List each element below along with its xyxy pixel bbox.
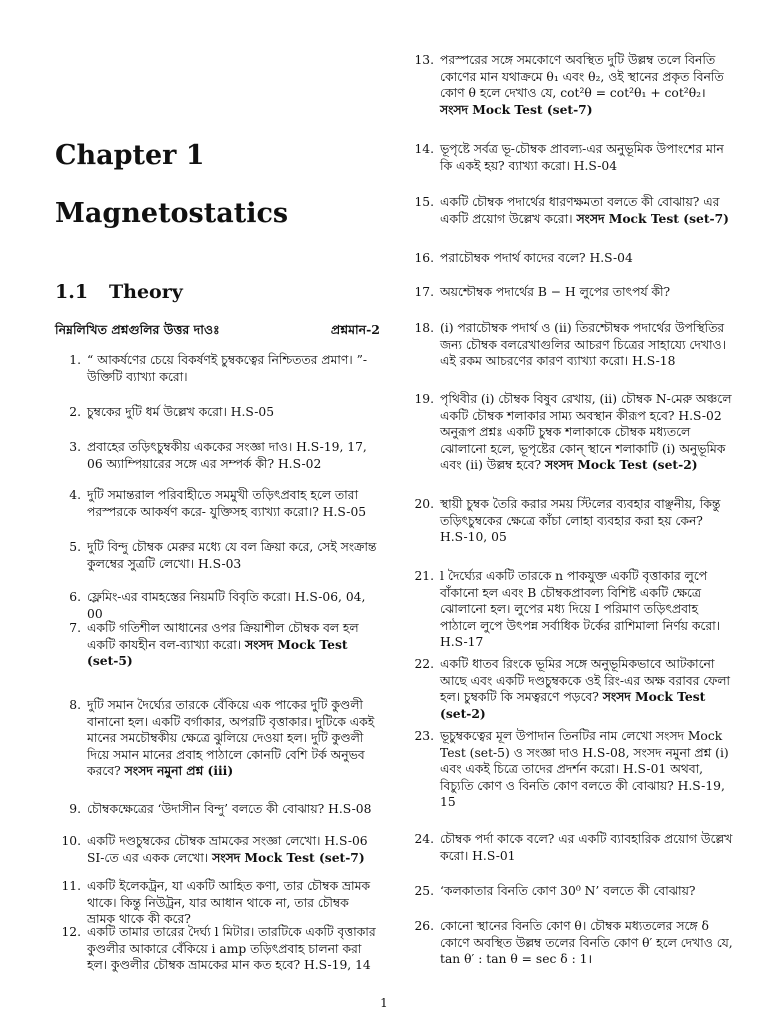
instruction-text: নিম্নলিখিত প্রশ্নগুলির উত্তর দাওঃ <box>55 322 220 337</box>
question-text: একটি চৌম্বক পদার্থের ধারণক্ষমতা বলতে কী বোঝায়? এর একটি প্রয়োগ উল্লেখ করো। <box>440 195 720 226</box>
question-marks: প্রশ্নমান-2 <box>330 322 380 337</box>
question-item <box>55 697 380 780</box>
question-text: পৃথিবীর (i) চৌম্বক বিষুব রেখায়, (ii) চৌম্বক N-মেরু অঞ্চলে একটি চৌম্বক শলাকার সাম্য অবস্থান কীরূপ হবে? H.S-02 অনুরূপ প্রশ্নঃ একটি চুম্বক শলাকাকে চৌম্বক মধ্যতলে ঝোলানো হলে, ভূপৃষ্টের কোন্ স্থানে শলাকাটি (i) অনুভূমিক এবং (ii) উল্লম্ব হবে? <box>440 392 732 472</box>
question-number: 1. <box>69 353 81 367</box>
question-number: 10. <box>61 834 81 848</box>
question-text: পরাচৌম্বক পদার্থ কাদের বলে? H.S-04 <box>440 251 633 265</box>
instruction-row <box>55 322 380 342</box>
question-item <box>55 404 380 421</box>
question-text: চৌম্বকক্ষেত্রের ‘উদাসীন বিন্দু’ বলতে কী বোঝায়? H.S-08 <box>87 802 372 816</box>
question-source-tag: সংসদ নমুনা প্রশ্ন (iii) <box>124 763 234 778</box>
question-item <box>55 801 380 818</box>
question-text: কোনো স্থানের বিনতি কোণ θ। চৌম্বক মধ্যতলের সঙ্গে δ কোণে অবস্থিত উল্লম্ব তলের বিনতি কোণ θ′ হলে দেখাও যে, tan θ′ : tan θ = sec δ : 1। <box>440 919 733 966</box>
question-number: 4. <box>69 488 81 502</box>
question-item <box>408 320 733 370</box>
question-item <box>55 487 380 520</box>
question-item <box>408 728 733 811</box>
question-source-tag: সংসদ Mock Test (set-7) <box>212 849 365 865</box>
question-item <box>55 352 380 385</box>
question-text: প্রবাহের তড়িৎচুম্বকীয় এককের সংজ্ঞা দাও। H.S-19, 17, 06 অ্যাম্পিয়ারের সঙ্গে এর সম্পর্ক কী? H.S-02 <box>87 440 367 471</box>
question-number: 23. <box>414 729 434 743</box>
question-text: “ আকর্ষণের চেয়ে বিকর্ষণই চুম্বকত্বের নিশ্চিততর প্রমাণ। ”- উক্তিটি ব্যাখ্যা করো। <box>87 353 368 384</box>
question-item <box>408 496 733 546</box>
question-item <box>55 439 380 472</box>
question-source-tag: সংসদ Mock Test (set-5) <box>87 636 348 668</box>
question-number: 3. <box>69 440 81 454</box>
question-number: 24. <box>414 832 434 846</box>
question-text: ‘কলকাতার বিনতি কোণ 30⁰ N’ বলতে কী বোঝায়? <box>440 884 696 898</box>
question-item <box>408 141 733 174</box>
question-number: 11. <box>61 879 81 893</box>
question-text: একটি ইলেকট্রন, যা একটি আহিত কণা, তার চৌম্বক ভ্রামক থাকে। কিন্তু নিউট্রন, যার আধান থাকে না, তার চৌম্বক ভ্রামক থাকে কী করে? <box>87 879 370 926</box>
question-item <box>55 833 380 866</box>
section-title: Theory <box>109 281 183 303</box>
question-item <box>408 194 733 227</box>
question-text: একটি দণ্ডচুম্বকের চৌম্বক ভ্রামকের সংজ্ঞা লেখো। H.S-06 SI-তে এর একক লেখো। <box>87 834 368 865</box>
question-item <box>408 568 733 651</box>
question-item <box>408 250 733 267</box>
question-number: 14. <box>414 142 434 156</box>
question-item <box>55 539 380 572</box>
question-text: দুটি বিন্দু চৌম্বক মেরুর মধ্যে যে বল ক্রিয়া করে, সেই সংক্রান্ত কুলম্বের সুত্রটি লেখো। H.S-03 <box>87 540 377 571</box>
question-number: 8. <box>69 698 81 712</box>
question-item <box>55 589 380 622</box>
page-number: 1 <box>380 996 388 1010</box>
question-number: 15. <box>414 195 434 209</box>
question-text: স্থায়ী চুম্বক তৈরি করার সময় স্টিলের ব্যবহার বাঞ্ছনীয়, কিন্তু তড়িৎচুম্বকের ক্ষেত্রে কাঁচা লোহা ব্যবহার করা হয় কেন? H.S-10, 05 <box>440 497 721 544</box>
question-number: 21. <box>414 569 434 583</box>
question-number: 16. <box>414 251 434 265</box>
question-text: অয়শ্চৌম্বক পদার্থের B − H লুপের তাৎপর্য কী? <box>440 285 671 299</box>
question-number: 6. <box>69 590 81 604</box>
question-item <box>408 883 733 900</box>
question-item <box>408 52 733 118</box>
question-source-tag: সংসদ Mock Test (set-2) <box>440 689 706 721</box>
question-text: ভূচুম্বকত্বের মূল উপাদান তিনটির নাম লেখো সংসদ Mock Test (set-5) ও সংজ্ঞা দাও H.S-08, সংসদ নমুনা প্রশ্ন (i) এবং একই চিত্রে তাদের প্রদর্শন করো। H.S-01 অথবা, বিচ্যুতি কোণ ও বিনতি কোণ বলতে কী বোঝায়? H.S-19, 15 <box>440 729 729 809</box>
question-text: দুটি সমান দৈর্ঘ্যের তারকে বেঁকিয়ে এক পাকের দুটি কুণ্ডলী বানানো হল। একটি বর্গাকার, অপরটি বৃত্তাকার। দুটিকে একই মানের সমচৌম্বকীয় ক্ষেত্রে ঝুলিয়ে দেওয়া হল। দুটি কুণ্ডলী দিয়ে সমান মানের প্রবাহ পাঠালে কোনটি বেশি টর্ক অনুভব করবে? <box>87 698 375 778</box>
question-text: ফ্লেমিং-এর বামহস্তের নিয়মটি বিবৃতি করো। H.S-06, 04, 00 <box>87 590 366 621</box>
question-text: একটি গতিশীল আধানের ওপর ক্রিয়াশীল চৌম্বক বল হল একটি কাযহীন বল-ব্যাখ্যা করো। <box>87 621 359 652</box>
question-text: (i) পরাচৌম্বক পদার্থ ও (ii) তিরশ্চৌম্বক পদার্থের উপস্থিতির জন্য চৌম্বক বলরেখাগুলির আচরণ চিত্রের সাহায্যে দেখাও। এই রকম আচরণের কারণ ব্যাখ্যা করো। H.S-18 <box>440 321 726 368</box>
question-item <box>55 878 380 928</box>
chapter-title: Magnetostatics <box>55 198 289 229</box>
question-number: 25. <box>414 884 434 898</box>
question-text: দুটি সমান্তরাল পরিবাহীতে সমমুখী তড়িৎপ্রবাহ হলে তারা পরস্পরকে আকর্ষণ করে- যুক্তিসহ ব্যাখ্যা করো।? H.S-05 <box>87 488 367 519</box>
question-text: চৌম্বক পর্দা কাকে বলে? এর একটি ব্যাবহারিক প্রয়োগ উল্লেখ করো। H.S-01 <box>440 832 733 863</box>
question-text: একটি ধাতব রিংকে ভূমির সঙ্গে অনুভূমিকভাবে আটকানো আছে এবং একটি দণ্ডচুম্বককে ওই রিং-এর অক্ষ বরাবর ফেলা হল। চুম্বকটি কি সমত্বরণে পড়বে? <box>440 657 730 704</box>
question-number: 5. <box>69 540 81 554</box>
question-source-tag: সংসদ Mock Test (set-7) <box>576 210 729 226</box>
question-number: 20. <box>414 497 434 511</box>
section-heading <box>55 281 183 303</box>
question-source-tag: সংসদ Mock Test (set-7) <box>440 101 593 117</box>
question-text: পরস্পরের সঙ্গে সমকোণে অবস্থিত দুটি উল্লম্ব তলে বিনতি কোণের মান যথাক্রমে θ₁ এবং θ₂, ওই স্থানের প্রকৃত বিনতি কোণ θ হলে দেখাও যে, cot²θ = cot²θ₁ + cot²θ₂। <box>440 53 724 100</box>
question-item <box>408 284 733 301</box>
question-text: ভূপৃষ্টে সর্বত্র ভূ-চৌম্বক প্রাবল্য-এর অনুভূমিক উপাংশের মান কি একই হয়? ব্যাখ্যা করো। H.S-04 <box>440 142 724 173</box>
question-number: 12. <box>61 925 81 939</box>
question-text: চুম্বকের দুটি ধর্ম উল্লেখ করো। H.S-05 <box>87 405 275 419</box>
question-number: 17. <box>414 285 434 299</box>
question-number: 2. <box>69 405 81 419</box>
question-number: 13. <box>414 53 434 67</box>
question-number: 26. <box>414 919 434 933</box>
question-item <box>55 620 380 670</box>
chapter-label: Chapter 1 <box>55 140 205 171</box>
question-item <box>408 391 733 474</box>
question-item <box>408 656 733 722</box>
question-source-tag: সংসদ Mock Test (set-2) <box>545 457 698 472</box>
question-text: l দৈর্ঘ্যের একটি তারকে n পাকযুক্ত একটি বৃত্তাকার লুপে বাঁকানো হল এবং B চৌম্বকপ্রাবল্য বিশিষ্ট একটি ক্ষেত্রে ঝোলানো হল। লুপের মধ্য দিয়ে I পরিমাণ তড়িৎপ্রবাহ পাঠালে লুপে উৎপন্ন সর্বাধিক টর্কের রাশিমালা নির্ণয় করো। H.S-17 <box>440 569 721 649</box>
question-item <box>55 924 380 974</box>
question-item <box>408 831 733 864</box>
question-text: একটি তামার তারের দৈর্ঘ্য l মিটার। তারটিকে একটি বৃত্তাকার কুণ্ডলীর আকারে বেঁকিয়ে i amp তড়িৎপ্রবাহ চালনা করা হল। কুণ্ডলীর চৌম্বক ভ্রামকের মান কত হবে? H.S-19, 14 <box>87 925 376 972</box>
question-number: 19. <box>414 392 434 406</box>
question-number: 9. <box>69 802 81 816</box>
question-number: 7. <box>69 621 81 635</box>
question-item <box>408 918 733 968</box>
section-number: 1.1 <box>55 281 89 303</box>
question-number: 18. <box>414 321 434 335</box>
question-number: 22. <box>414 657 434 671</box>
